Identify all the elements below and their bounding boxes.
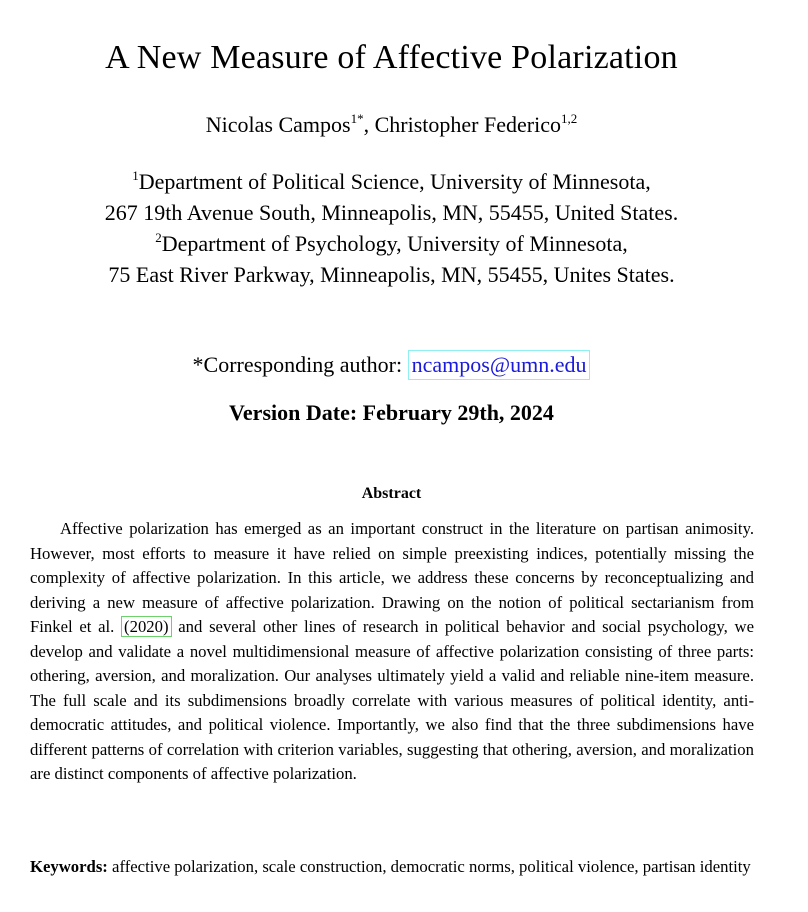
affiliation-address: 75 East River Parkway, Minneapolis, MN, 55455, Unites States. [108,262,675,287]
affiliation-department: Department of Political Science, University of Minnesota, [138,169,651,194]
author-separator: , [363,112,375,137]
affiliation-line [0,166,783,197]
paper-title: A New Measure of Affective Polarization [105,39,678,76]
affiliation-mark: 1 [132,168,139,183]
abstract-text: and several other lines of research in political behavior and social psychology, we develop and validate a novel multidimensional measure of affective polarization consisting of three parts: othering, aversion, and moralization. Our analyses ultimately yield a valid and reliable nine-item measure. The full scale and its subdimensions broadly correlate with various measures of political identity, anti-democratic attitudes, and political violence. Importantly, we also find that the three subdimensions have different patterns of correlation with criterion variables, suggesting that othering, aversion, and moralization are distinct components of affective polarization. [30,617,754,783]
corresponding-author [0,348,783,382]
corresponding-label: *Corresponding author: [192,352,408,377]
affiliation-address: 267 19th Avenue South, Minneapolis, MN, 55455, United States. [104,200,679,225]
author-affiliation-mark: 1,2 [560,111,578,126]
keywords-text: affective polarization, scale construction, democratic norms, political violence, partisan identity [107,857,751,876]
abstract-text: Affective polarization has emerged as an important construct in the literature on partisan animosity. However, most efforts to measure it have relied on simple preexisting indices, potentially missing the complexity of affective polarization. In this article, we address these concerns by reconceptualizing and deriving a new measure of affective polarization. Drawing on the notion of political sectarianism from Finkel et al. [30,519,754,636]
abstract-heading: Abstract [361,485,422,502]
citation-link[interactable]: (2020) [121,616,172,637]
author-affiliation-mark: 1* [350,111,364,126]
author-name: Nicolas Campos [205,112,351,137]
affiliation-department: Department of Psychology, University of Minnesota, [161,231,628,256]
keywords [30,855,754,880]
version-date: Version Date: February 29th, 2024 [229,400,554,425]
affiliation-mark: 2 [155,230,162,245]
author-name: Christopher Federico [374,112,561,137]
author-line [0,110,783,140]
abstract-body [30,517,754,787]
email-link[interactable]: ncampos@umn.edu [408,350,591,380]
keywords-label: Keywords: [30,857,108,876]
affiliation-line [0,228,783,259]
